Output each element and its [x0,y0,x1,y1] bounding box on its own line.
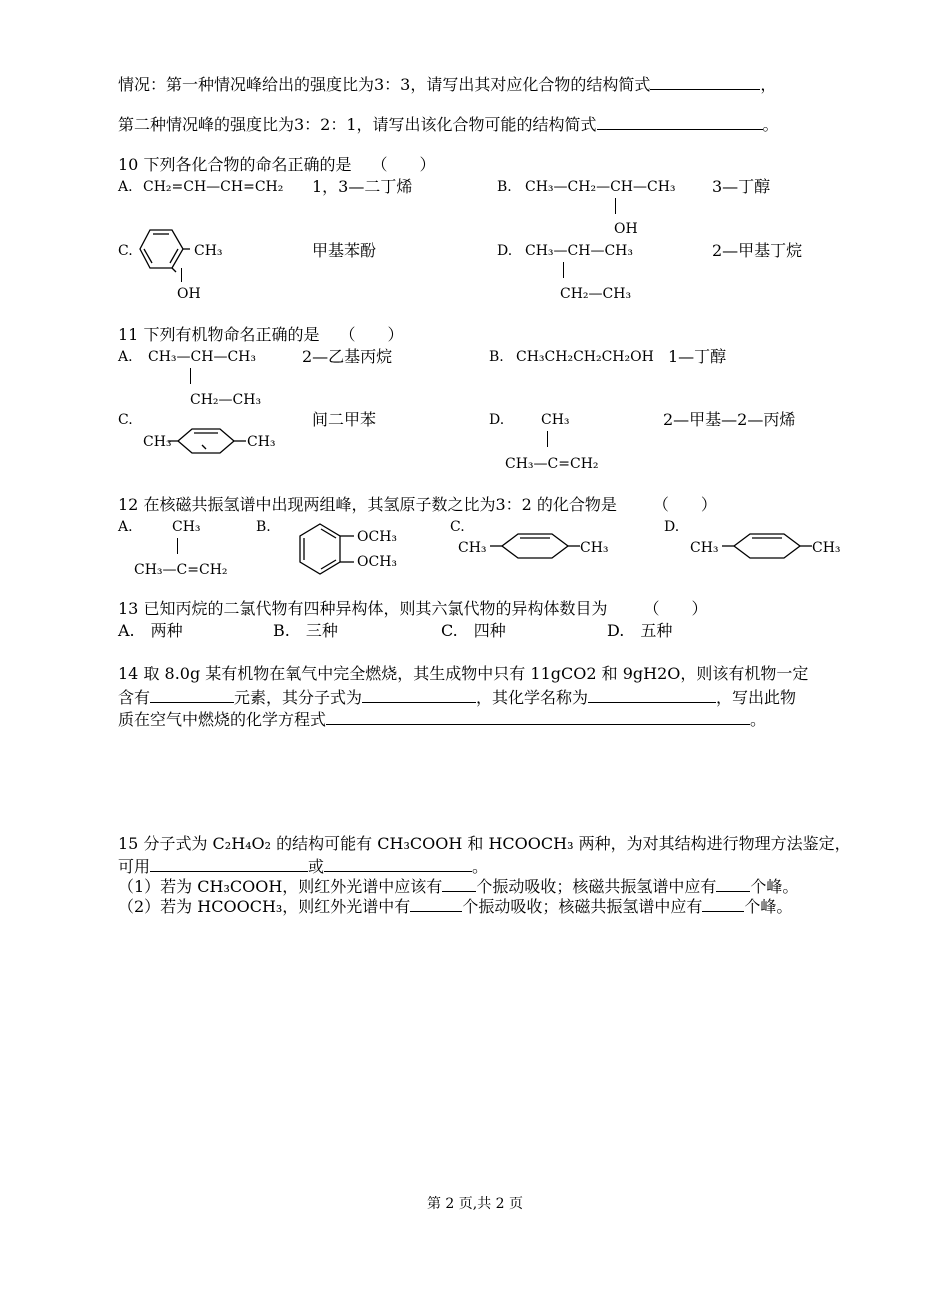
answer-blank[interactable] [326,710,750,725]
q11-option-b-formula: CH₃CH₂CH₂CH₂OH [516,349,654,365]
q15-line-3-b: 个振动吸收；核磁共振氢谱中应有 [476,877,717,896]
answer-blank[interactable] [324,857,472,872]
q11-answer-paren[interactable]: （ ） [339,325,404,344]
q14-line-2 [118,688,796,707]
q11-option-a-sub: CH₂—CH₃ [190,392,262,408]
q12-answer-paren[interactable]: （ ） [652,495,717,514]
answer-blank[interactable] [597,115,763,130]
bond-line [563,262,564,278]
q11-option-a-label: A. [118,349,133,365]
q13-option-c[interactable]: C. 四种 [441,621,506,640]
q14-line-3 [118,710,766,729]
q13-answer-paren[interactable]: （ ） [643,599,708,618]
answer-blank[interactable] [716,877,750,892]
q12-option-a-label: A. [118,519,133,535]
q12-stem-text: 12 在核磁共振氢谱中出现两组峰，其氢原子数之比为3：2 的化合物是 [118,495,617,514]
q12-option-b-och3-1: OCH₃ [357,529,398,545]
q10-option-c-ch3: CH₃ [194,243,223,259]
q13-stem-text: 13 已知丙烷的二氯代物有四种异构体，则其六氯代物的异构体数目为 [118,599,608,618]
q11-option-d-label: D. [489,412,505,428]
q10-option-c-label: C. [118,243,133,259]
q12-option-c-label: C. [450,519,465,535]
intro-line-1-end: ， [760,75,777,94]
q15-line-2-a: 可用 [118,857,151,876]
bond-line [615,198,616,214]
benzene-ring-icon [490,532,582,562]
q12-option-a-formula: CH₃—C=CH₂ [134,562,228,578]
q11-option-c-name: 间二甲苯 [312,410,377,429]
q11-option-d-name: 2—甲基—2—丙烯 [663,410,796,429]
q15-line-3-c: 个峰。 [750,877,799,896]
q11-option-d-ch3: CH₃ [541,412,570,428]
q12-option-d-ch3-right: CH₃ [812,540,841,556]
q10-option-d-formula: CH₃—CH—CH₃ [525,243,633,259]
q11-stem-text: 11 下列有机物命名正确的是 [118,325,320,344]
q15-line-4-c: 个峰。 [744,897,793,916]
answer-blank[interactable] [410,897,462,912]
q12-option-b-label: B. [256,519,271,535]
q10-option-a-label: A. [118,179,133,195]
q12-option-b-och3-2: OCH₃ [357,554,398,570]
benzene-ring-icon [168,427,246,457]
q15-line-3 [118,877,798,896]
answer-blank[interactable] [702,897,744,912]
q15-line-2-c: 。 [472,857,489,876]
q11-option-b-name: 1—丁醇 [668,347,727,366]
q11-option-b-label: B. [489,349,504,365]
intro-line-1 [118,75,776,94]
q13-option-b[interactable]: B. 三种 [273,621,338,640]
q10-option-d-sub: CH₂—CH₃ [560,286,632,302]
q13-option-d[interactable]: D. 五种 [607,621,673,640]
q14-line-1: 14 取 8.0g 某有机物在氧气中完全燃烧，其生成物中只有 11gCO2 和 9gH2O，则该有机物一定 [118,664,809,683]
q14-line-3-b: 。 [750,710,767,729]
q11-option-c-ch3-right: CH₃ [247,434,276,450]
q11-option-c-ch3-left: CH₃ [143,434,172,450]
q14-line-2-b: 元素，其分子式为 [234,688,363,707]
intro-line-1-text: 情况：第一种情况峰给出的强度比为3：3，请写出其对应化合物的结构简式 [118,75,651,94]
q15-line-1: 15 分子式为 C₂H₄O₂ 的结构可能有 CH₃COOH 和 HCOOCH₃ 两种，为对其结构进行物理方法鉴定， [118,834,851,853]
q10-stem [118,156,435,174]
q15-line-2-b: 或 [308,857,325,876]
q11-option-c-label: C. [118,412,133,428]
q15-line-4-a: （2）若为 HCOOCH₃，则红外光谱中有 [118,897,411,916]
answer-blank[interactable] [362,688,476,703]
q15-line-4-b: 个振动吸收；核磁共振氢谱中应有 [462,897,703,916]
answer-blank[interactable] [150,688,234,703]
q10-option-b-oh: OH [614,221,638,237]
q14-line-3-a: 质在空气中燃烧的化学方程式 [118,710,327,729]
bond-line [177,538,178,554]
answer-blank[interactable] [150,857,308,872]
q10-option-c-name: 甲基苯酚 [312,241,377,260]
q10-answer-paren[interactable]: （ ） [371,155,436,174]
intro-line-2 [118,115,779,134]
q11-option-a-name: 2—乙基丙烷 [302,347,393,366]
q10-option-c-oh: OH [177,286,201,302]
page-footer: 第 2 页,共 2 页 [426,1196,524,1212]
q14-line-2-d: ，写出此物 [716,688,797,707]
q11-option-a-formula: CH₃—CH—CH₃ [148,349,256,365]
benzene-ring-icon [298,522,360,582]
q10-stem-text: 10 下列各化合物的命名正确的是 [118,155,352,174]
q10-option-b-name: 3—丁醇 [712,177,771,196]
q10-option-a-formula: CH₂=CH—CH=CH₂ [143,179,284,195]
q14-line-2-a: 含有 [118,688,151,707]
answer-blank[interactable] [442,877,476,892]
q10-option-d-label: D. [497,243,513,259]
q12-option-a-ch3: CH₃ [172,519,201,535]
q13-stem [118,600,707,618]
answer-blank[interactable] [650,75,760,90]
bond-line [190,368,191,384]
q13-option-a[interactable]: A. 两种 [118,621,183,640]
answer-blank[interactable] [588,688,716,703]
q14-line-2-c: ，其化学名称为 [476,688,589,707]
q12-option-d-ch3-left: CH₃ [690,540,719,556]
q10-option-d-name: 2—甲基丁烷 [712,241,803,260]
q11-stem [118,326,403,344]
q10-option-a-name: 1，3—二丁烯 [312,177,413,196]
q12-option-d-label: D. [664,519,680,535]
intro-line-2-end: 。 [762,115,779,134]
q12-stem [118,496,717,514]
q11-option-d-formula: CH₃—C=CH₂ [505,456,599,472]
benzene-ring-icon [140,228,190,272]
q15-line-4 [118,897,792,916]
q15-line-3-a: （1）若为 CH₃COOH，则红外光谱中应该有 [118,877,443,896]
q10-option-b-label: B. [497,179,512,195]
q12-option-c-ch3-right: CH₃ [580,540,609,556]
q15-line-2 [118,857,488,876]
q12-option-c-ch3-left: CH₃ [458,540,487,556]
bond-line [181,268,182,282]
benzene-ring-icon [722,532,814,562]
intro-line-2-text: 第二种情况峰的强度比为3：2：1，请写出该化合物可能的结构简式 [118,115,597,134]
bond-line [547,431,548,447]
q10-option-b-formula: CH₃—CH₂—CH—CH₃ [525,179,676,195]
